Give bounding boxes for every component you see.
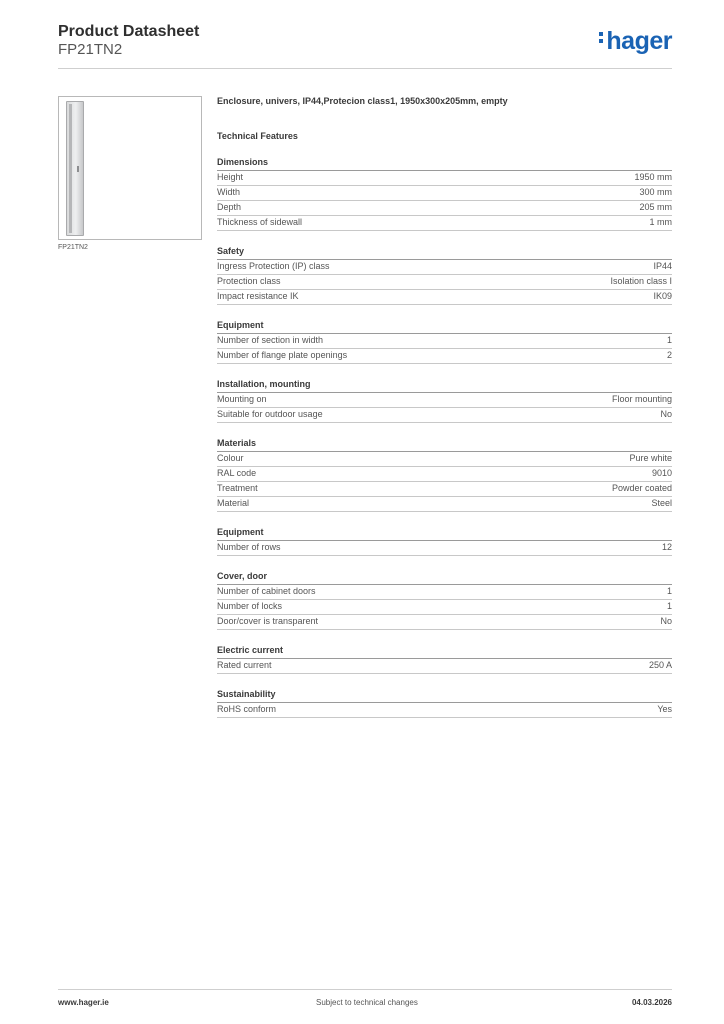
feature-row [217,393,672,408]
feature-label: Protection class [217,276,281,286]
feature-row [217,452,672,467]
feature-value: Floor mounting [611,394,672,404]
feature-value: Steel [651,498,672,508]
cabinet-image [66,101,84,236]
feature-section [217,689,672,718]
feature-value: 300 mm [639,187,672,197]
section-title: Cover, door [217,571,672,585]
feature-value: 1 mm [649,217,672,227]
feature-section [217,246,672,305]
feature-row [217,408,672,423]
feature-value: 12 [661,542,672,552]
feature-label: Number of rows [217,542,281,552]
feature-label: Colour [217,453,244,463]
feature-label: Suitable for outdoor usage [217,409,323,419]
feature-row [217,467,672,482]
feature-value: No [660,616,672,626]
feature-sections [217,157,672,718]
feature-row [217,600,672,615]
feature-row [217,497,672,512]
section-title: Dimensions [217,157,672,171]
footer-date: 04.03.2026 [631,998,672,1007]
feature-value: Powder coated [611,483,672,493]
feature-row [217,201,672,216]
feature-value: 9010 [651,468,672,478]
page-title: Product Datasheet [58,23,200,40]
product-code: FP21TN2 [58,41,123,58]
feature-label: Material [217,498,250,508]
feature-value: Isolation class I [610,276,672,286]
feature-label: Ingress Protection (IP) class [217,261,330,271]
section-title: Safety [217,246,672,260]
feature-row [217,290,672,305]
feature-value: 205 mm [639,202,672,212]
feature-label: Number of flange plate openings [217,350,348,360]
feature-label: RAL code [217,468,257,478]
product-image-caption: FP21TN2 [58,244,88,251]
feature-row [217,334,672,349]
feature-label: Rated current [217,660,272,670]
logo-dots-icon [599,29,604,46]
feature-row [217,171,672,186]
feature-row [217,482,672,497]
feature-label: Impact resistance IK [217,291,299,301]
product-description: Enclosure, univers, IP44,Protecion class1, 1950x300x205mm, empty [217,96,508,106]
feature-value: Pure white [629,453,672,463]
section-title: Equipment [217,527,672,541]
specifications [217,96,672,718]
feature-section [217,527,672,556]
feature-row [217,615,672,630]
feature-label: Number of cabinet doors [217,586,316,596]
feature-row [217,703,672,718]
footer-notice: Subject to technical changes [316,998,418,1007]
section-title: Sustainability [217,689,672,703]
feature-section [217,379,672,423]
feature-section [217,571,672,630]
feature-row [217,659,672,674]
feature-row [217,216,672,231]
feature-label: Height [217,172,244,182]
feature-value: 1 [666,335,672,345]
feature-label: Number of locks [217,601,283,611]
feature-row [217,260,672,275]
feature-section [217,438,672,512]
feature-value: IP44 [653,261,672,271]
feature-label: RoHS conform [217,704,277,714]
feature-row [217,349,672,364]
section-title: Equipment [217,320,672,334]
feature-value: 1 [666,586,672,596]
feature-value: 1950 mm [634,172,672,182]
footer-website: www.hager.ie [58,998,109,1007]
technical-features-heading: Technical Features [217,131,298,141]
feature-row [217,186,672,201]
feature-row [217,541,672,556]
page-header [58,22,672,59]
feature-value: 2 [666,350,672,360]
feature-row [217,585,672,600]
section-title: Materials [217,438,672,452]
footer-divider [58,989,672,990]
feature-value: 250 A [648,660,672,670]
feature-section [217,320,672,364]
section-title: Electric current [217,645,672,659]
section-title: Installation, mounting [217,379,672,393]
feature-value: IK09 [653,291,672,301]
hager-logo [599,27,672,56]
feature-value: No [660,409,672,419]
feature-row [217,275,672,290]
product-image-frame [58,96,202,240]
feature-label: Door/cover is transparent [217,616,319,626]
feature-value: 1 [666,601,672,611]
cabinet-handle-icon [77,166,79,172]
feature-section [217,157,672,231]
feature-label: Number of section in width [217,335,324,345]
feature-value: Yes [657,704,672,714]
header-divider [58,68,672,69]
feature-label: Treatment [217,483,258,493]
feature-label: Depth [217,202,242,212]
feature-section [217,645,672,674]
feature-label: Width [217,187,241,197]
logo-text: hager [606,27,672,55]
feature-label: Thickness of sidewall [217,217,303,227]
page-footer [58,998,672,1010]
feature-label: Mounting on [217,394,267,404]
